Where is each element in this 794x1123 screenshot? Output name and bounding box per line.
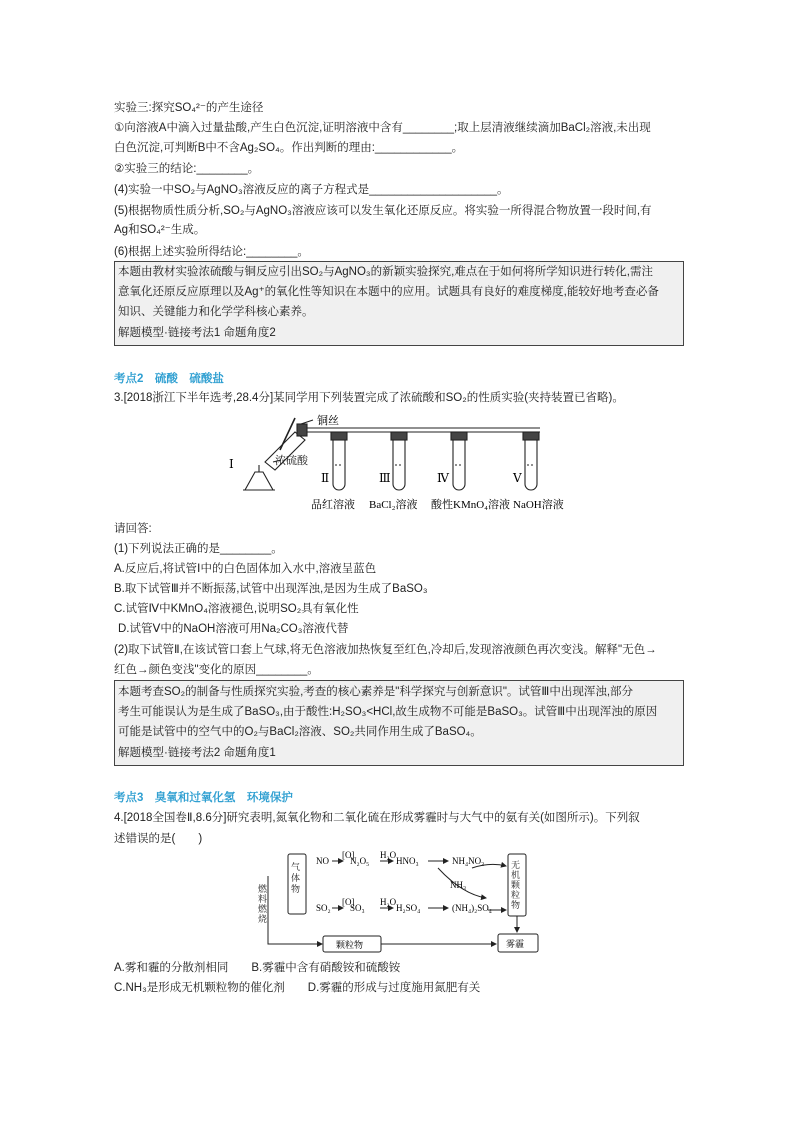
analysis-2-line-1: 本题考查SO₂的制备与性质探究实验,考查的核心素养是"科学探究与创新意识"。试管Ⅲ中出现浑浊,部分 bbox=[118, 686, 634, 698]
so3-label: SO₃ bbox=[350, 903, 365, 913]
q4-line-1: 4.[2018全国卷Ⅱ,8.6分]研究表明,氮氧化物和二氧化硫在形成雾霾时与大气中的氨有关(如图所示)。下列叙 bbox=[114, 812, 640, 824]
tube-1-label: Ⅰ bbox=[229, 457, 234, 471]
test-tube-4 bbox=[451, 432, 467, 490]
exp3-line-5: (4)实验一中SO₂与AgNO₃溶液反应的离子方程式是____________________。 bbox=[114, 184, 509, 196]
q3-option-c: C.试管Ⅳ中KMnO₄溶液褪色,说明SO₂具有氧化性 bbox=[114, 603, 359, 615]
solution-5-label: NaOH溶液 bbox=[513, 499, 564, 511]
analysis-1-line-4: 解题模型·链接考法1 命题角度2 bbox=[118, 327, 276, 339]
q3-part-2-line-1: (2)取下试管Ⅱ,在该试管口套上气球,将无色溶液加热恢复至红色,冷却后,发现溶液颜色再次变浅。解释"无色→ bbox=[114, 644, 657, 656]
haze-label: 雾霾 bbox=[506, 939, 525, 949]
solution-2-label: 品红溶液 bbox=[311, 499, 355, 511]
fuel-combustion-label: 燃料燃烧 bbox=[258, 884, 268, 924]
solution-3-label: BaCl₂溶液 bbox=[369, 499, 418, 511]
q4-options-ab: A.雾和霾的分散剂相同 B.雾霾中含有硝酸铵和硫酸铵 bbox=[114, 962, 401, 974]
test-tube-3 bbox=[391, 432, 407, 490]
q3-part-1: (1)下列说法正确的是________。 bbox=[114, 543, 283, 555]
o-label-1: [O] bbox=[342, 850, 355, 860]
exp3-line-6: (5)根据物质性质分析,SO₂与AgNO₃溶液应该可以发生氧化还原反应。将实验一所得混合物放置一段时间,有 bbox=[114, 205, 652, 217]
section-3-heading: 考点3 臭氧和过氧化氢 环境保护 bbox=[114, 792, 293, 804]
test-tube-2 bbox=[331, 432, 347, 490]
tube-2-label: Ⅱ bbox=[321, 471, 330, 485]
analysis-1-line-2: 意氧化还原反应原理以及Ag⁺的氧化性等知识在本题中的应用。试题具有良好的难度梯度,能较好地考查必备 bbox=[118, 286, 659, 298]
inorganic-particle-label: 无机颗粒物 bbox=[511, 860, 521, 910]
hno3-label: HNO₃ bbox=[396, 856, 419, 866]
h2o-label-2: H₂O bbox=[380, 897, 397, 907]
solution-4-label: 酸性KMnO₄溶液 bbox=[431, 499, 511, 511]
o-label-2: [O] bbox=[342, 897, 355, 907]
h2so4-label: H₂SO₄ bbox=[396, 903, 421, 913]
q3-option-d: D.试管Ⅴ中的NaOH溶液可用Na₂CO₃溶液代替 bbox=[118, 623, 349, 635]
q3-part-2-line-2: 红色→颜色变浅"变化的原因________。 bbox=[114, 664, 319, 676]
q3-option-b: B.取下试管Ⅲ并不断振荡,试管中出现浑浊,是因为生成了BaSO₃ bbox=[114, 583, 428, 595]
exp3-line-7: Ag和SO₄²⁻生成。 bbox=[114, 224, 206, 236]
alcohol-burner bbox=[245, 472, 273, 490]
exp3-line-3: 白色沉淀,可判断B中不含Ag₂SO₄。作出判断的理由:____________。 bbox=[114, 142, 464, 154]
analysis-box-1 bbox=[114, 261, 684, 346]
gas-label: 气体物 bbox=[291, 862, 301, 894]
concentrated-acid-label: 浓硫酸 bbox=[275, 455, 308, 467]
tube-4-label: Ⅳ bbox=[437, 471, 449, 485]
exp3-line-8: (6)根据上述实验所得结论:________。 bbox=[114, 246, 309, 258]
q4-options-cd: C.NH₃是形成无机颗粒物的催化剂 D.雾霾的形成与过度施用氮肥有关 bbox=[114, 982, 481, 994]
tube-5-label: Ⅴ bbox=[513, 471, 522, 485]
h2o-label-1: H₂O bbox=[380, 850, 397, 860]
test-tube-5 bbox=[523, 432, 539, 490]
analysis-1-line-3: 知识、关键能力和化学学科核心素养。 bbox=[118, 306, 314, 318]
exp3-line-1: 实验三:探究SO₄²⁻的产生途径 bbox=[114, 102, 264, 114]
exp3-line-4: ②实验三的结论:________。 bbox=[114, 163, 260, 175]
so2-label: SO₂ bbox=[316, 903, 331, 913]
tube-3-label: Ⅲ bbox=[379, 471, 391, 485]
q3-option-a: A.反应后,将试管Ⅰ中的白色固体加入水中,溶液呈蓝色 bbox=[114, 563, 377, 575]
no-label: NO bbox=[316, 856, 329, 866]
nh42so4-label: (NH₄)₂SO₄ bbox=[452, 903, 492, 913]
section-2-heading: 考点2 硫酸 硫酸盐 bbox=[114, 373, 224, 385]
nh3-label: NH₃ bbox=[450, 880, 467, 890]
copper-wire-label: 铜丝 bbox=[317, 415, 339, 427]
q3-prompt: 请回答: bbox=[114, 523, 152, 535]
analysis-1-line-1: 本题由教材实验浓硫酸与铜反应引出SO₂与AgNO₃的新颖实验探究,难点在于如何将所学知识进行转化,需注 bbox=[118, 266, 653, 278]
analysis-2-line-2: 考生可能误认为是生成了BaSO₃,由于酸性:H₂SO₃<HCl,故生成物不可能是BaSO₃。试管Ⅲ中出现浑浊的原因 bbox=[118, 706, 658, 718]
n2o5-label: N₂O₅ bbox=[350, 856, 370, 866]
particle-label: 颗粒物 bbox=[336, 940, 364, 950]
q4-line-2: 述错误的是( ) bbox=[114, 833, 203, 845]
exp3-line-2: ①向溶液A中滴入过量盐酸,产生白色沉淀,证明溶液中含有________;取上层清液继续滴加BaCl₂溶液,未出现 bbox=[114, 122, 651, 134]
analysis-2-line-3: 可能是试管中的空气中的O₂与BaCl₂溶液、SO₂共同作用生成了BaSO₄。 bbox=[118, 726, 482, 738]
analysis-2-line-4: 解题模型·链接考法2 命题角度1 bbox=[118, 747, 276, 759]
nh4no3-label: NH₄NO₃ bbox=[452, 856, 485, 866]
q3-intro: 3.[2018浙江下半年选考,28.4分]某同学用下列装置完成了浓硫酸和SO₂的性质实验(夹持装置已省略)。 bbox=[114, 392, 624, 404]
analysis-box-2 bbox=[114, 680, 684, 766]
